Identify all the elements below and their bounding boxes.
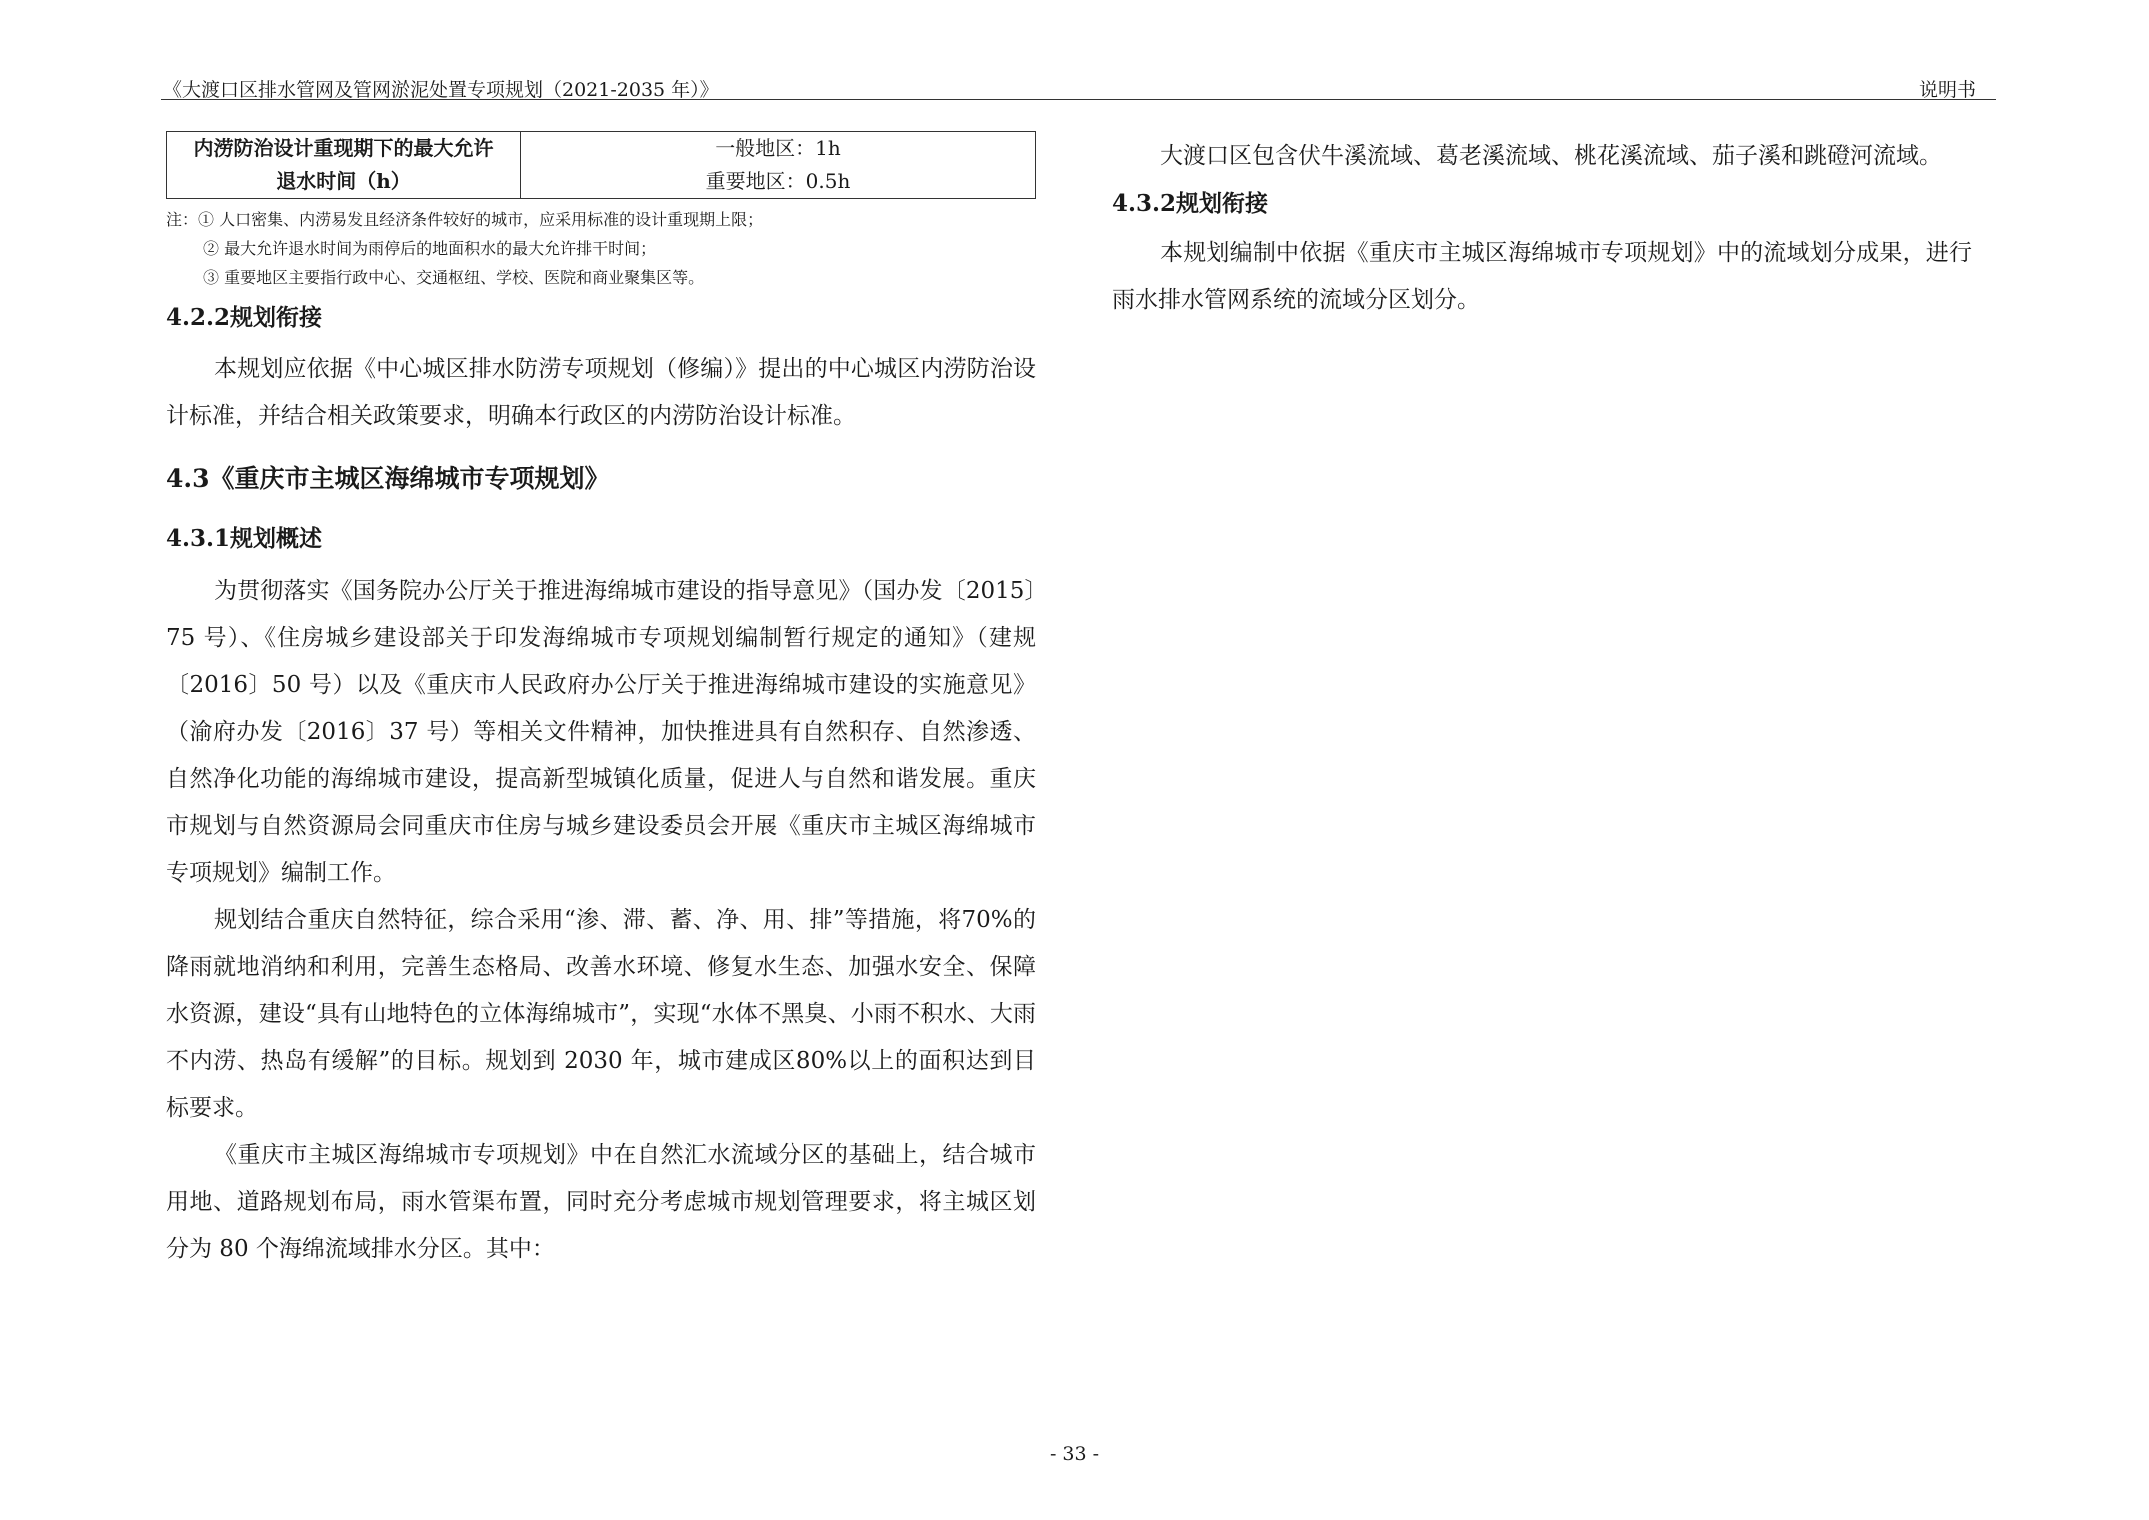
table-label-line: 退水时间（h） bbox=[276, 169, 411, 193]
left-column bbox=[166, 131, 1036, 1273]
paragraph: 本规划应依据《中心城区排水防涝专项规划（修编）》提出的中心城区内涝防治设计标准，并结合相关政策要求，明确本行政区的内涝防治设计标准。 bbox=[166, 356, 1036, 429]
section-heading-4-2-2: 4.2.2规划衔接 bbox=[166, 304, 323, 331]
paragraph: 《重庆市主城区海绵城市专项规划》中在自然汇水流域分区的基础上，结合城市用地、道路规划布局，雨水管渠布置，同时充分考虑城市规划管理要求，将主城区划分为 80 个海绵流域排水分区。其中： bbox=[166, 1142, 1036, 1262]
note-item: ③ 重要地区主要指行政中心、交通枢纽、学校、医院和商业聚集区等。 bbox=[203, 268, 705, 287]
paragraph: 规划结合重庆自然特征，综合采用“渗、滞、蓄、净、用、排”等措施，将70%的降雨就地消纳和利用，完善生态格局、改善水环境、修复水生态、加强水安全、保障水资源，建设“具有山地特色的立体海绵城市”，实现“水体不黑臭、小雨不积水、大雨不内涝、热岛有缓解”的目标。规划到 2030 年，城市建成区80%以上的面积达到目标要求。 bbox=[166, 907, 1036, 1121]
table-label-cell bbox=[167, 132, 521, 199]
table-value-cell bbox=[521, 132, 1036, 199]
drainage-time-table bbox=[166, 131, 1036, 199]
note-item: ② 最大允许退水时间为雨停后的地面积水的最大允许排干时间； bbox=[203, 239, 657, 258]
document-type: 说明书 bbox=[1918, 79, 1976, 101]
page-number: - 33 - bbox=[1049, 1443, 1100, 1465]
table-notes bbox=[166, 205, 1036, 292]
table-value-line: 一般地区：1h bbox=[715, 136, 841, 160]
page-header bbox=[161, 75, 1996, 100]
paragraph: 大渡口区包含伏牛溪流域、葛老溪流域、桃花溪流域、茄子溪和跳磴河流域。 bbox=[1160, 143, 1942, 169]
right-column bbox=[1112, 131, 1972, 324]
section-heading-4-3: 4.3《重庆市主城区海绵城市专项规划》 bbox=[166, 464, 610, 493]
table-row bbox=[167, 132, 1036, 199]
note-item: 注：① 人口密集、内涝易发且经济条件较好的城市，应采用标准的设计重现期上限； bbox=[166, 210, 764, 229]
paragraph: 为贯彻落实《国务院办公厅关于推进海绵城市建设的指导意见》（国办发〔2015〕75 号）、《住房城乡建设部关于印发海绵城市专项规划编制暂行规定的通知》（建规〔2016〕50 号）以及《重庆市人民政府办公厅关于推进海绵城市建设的实施意见》（渝府办发〔2016〕37 号）等相关文件精神，加快推进具有自然积存、自然渗透、自然净化功能的海绵城市建设，提高新型城镇化质量，促进人与自然和谐发展。重庆市规划与自然资源局会同重庆市住房与城乡建设委员会开展《重庆市主城区海绵城市专项规划》编制工作。 bbox=[166, 578, 1036, 886]
section-heading-4-3-2: 4.3.2规划衔接 bbox=[1112, 190, 1269, 217]
table-label-line: 内涝防治设计重现期下的最大允许 bbox=[193, 136, 494, 160]
document-title: 《大渡口区排水管网及管网淤泥处置专项规划（2021-2035 年）》 bbox=[163, 79, 719, 101]
paragraph: 本规划编制中依据《重庆市主城区海绵城市专项规划》中的流域划分成果，进行雨水排水管网系统的流域分区划分。 bbox=[1112, 240, 1972, 313]
table-value-line: 重要地区：0.5h bbox=[705, 169, 851, 193]
section-heading-4-3-1: 4.3.1规划概述 bbox=[166, 525, 323, 552]
